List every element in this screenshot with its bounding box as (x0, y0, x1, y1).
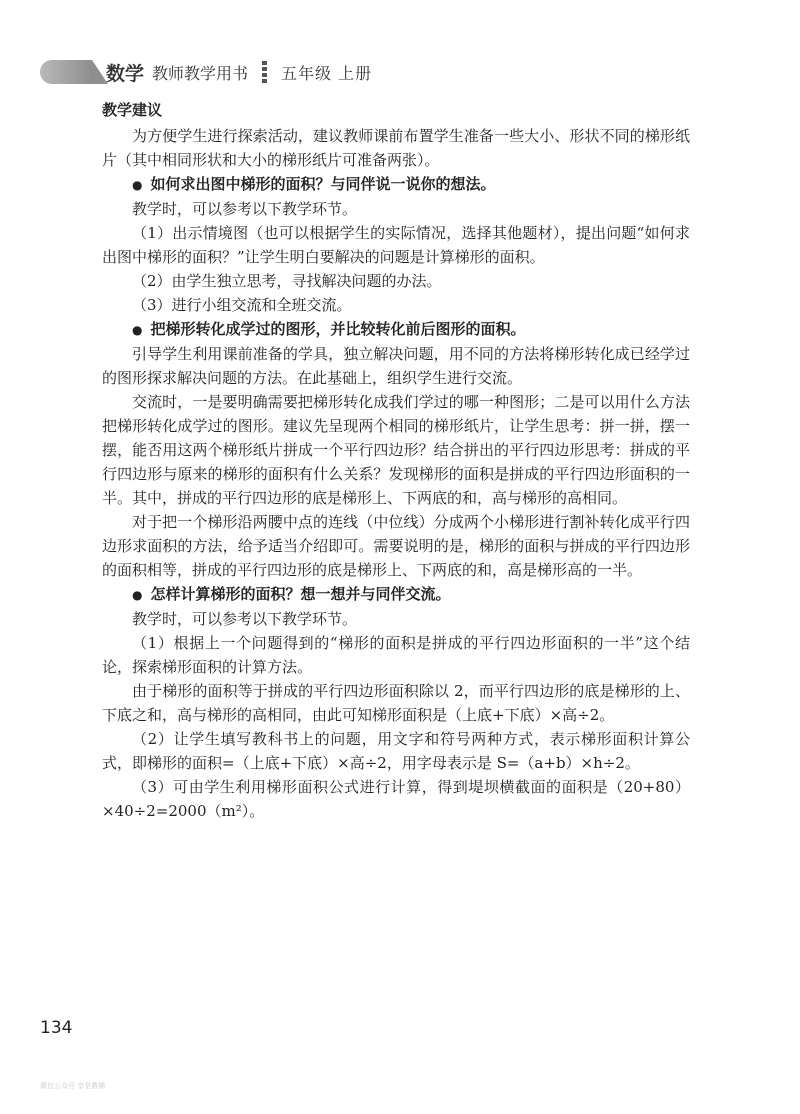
bullet-icon: ● (132, 323, 143, 337)
question-heading (102, 317, 690, 342)
page-number: 134 (40, 1018, 73, 1038)
question-text: 如何求出图中梯形的面积？与同伴说一说你的想法。 (150, 175, 496, 193)
paragraph: 由于梯形的面积等于拼成的平行四边形面积除以 2，而平行四边形的底是梯形的上、下底之和，高与梯形的高相同，由此可知梯形面积是（上底+下底）×高÷2。 (102, 682, 690, 724)
question-heading (102, 582, 690, 607)
bullet-icon: ● (132, 588, 143, 602)
header-book-title: 教师教学用书 (152, 63, 249, 83)
header-grade: 五年级 上册 (281, 63, 373, 83)
running-header (106, 60, 372, 84)
paragraph: 教学时，可以参考以下教学环节。 (132, 200, 358, 218)
paragraph: （1）出示情境图（也可以根据学生的实际情况，选择其他题材），提出问题“如何求出图中梯形的面积？”让学生明白要解决的问题是计算梯形的面积。 (102, 224, 690, 266)
question-text: 把梯形转化成学过的图形，并比较转化前后图形的面积。 (150, 320, 526, 338)
header-separator (262, 61, 267, 83)
paragraph: 交流时，一是要明确需要把梯形转化成我们学过的哪一种图形；二是可以用什么方法把梯形转化成学过的图形。建议先呈现两个相同的梯形纸片，让学生思考：拼一拼，摆一摆，能否用这两个梯形纸片拼成一个平行四边形？结合拼出的平行四边形思考：拼成的平行四边形与原来的梯形的面积有什么关系？发现梯形的面积是拼成的平行四边形面积的一半。其中，拼成的平行四边形的底是梯形上、下两底的和，高与梯形的高相同。 (102, 393, 690, 507)
watermark: 微信公众号 享是教辅 (40, 1082, 106, 1090)
paragraph: 引导学生利用课前准备的学具，独立解决问题，用不同的方法将梯形转化成已经学过的图形探求解决问题的方法。在此基础上，组织学生进行交流。 (102, 345, 690, 387)
question-heading (102, 172, 690, 197)
paragraph: （3）进行小组交流和全班交流。 (132, 296, 352, 314)
question-text: 怎样计算梯形的面积？想一想并与同伴交流。 (150, 585, 451, 603)
page-content (102, 98, 690, 823)
paragraph: （2）让学生填写教科书上的问题，用文字和符号两种方式，表示梯形面积计算公式，即梯形的面积=（上底+下底）×高÷2，用字母表示是 S=（a+b）×h÷2。 (102, 730, 690, 772)
paragraph: （3）可由学生利用梯形面积公式进行计算，得到堤坝横截面的面积是（20+80）×40÷2=2000（m²）。 (102, 778, 690, 820)
paragraph: （1）根据上一个问题得到的“梯形的面积是拼成的平行四边形面积的一半”这个结论，探索梯形面积的计算方法。 (102, 634, 690, 676)
header-subject: 数学 (106, 62, 145, 85)
header-decoration (40, 60, 92, 84)
section-title: 教学建议 (102, 101, 163, 119)
paragraph: 教学时，可以参考以下教学环节。 (132, 610, 358, 628)
paragraph: 对于把一个梯形沿两腰中点的连线（中位线）分成两个小梯形进行割补转化成平行四边形求面积的方法，给予适当介绍即可。需要说明的是，梯形的面积与拼成的平行四边形的面积相等，拼成的平行四边形的底是梯形上、下两底的和，高是梯形高的一半。 (102, 513, 690, 579)
bullet-icon: ● (132, 178, 143, 192)
paragraph: 为方便学生进行探索活动，建议教师课前布置学生准备一些大小、形状不同的梯形纸片（其中相同形状和大小的梯形纸片可准备两张）。 (102, 127, 690, 169)
body-text (102, 124, 690, 823)
paragraph: （2）由学生独立思考，寻找解决问题的办法。 (132, 272, 442, 290)
